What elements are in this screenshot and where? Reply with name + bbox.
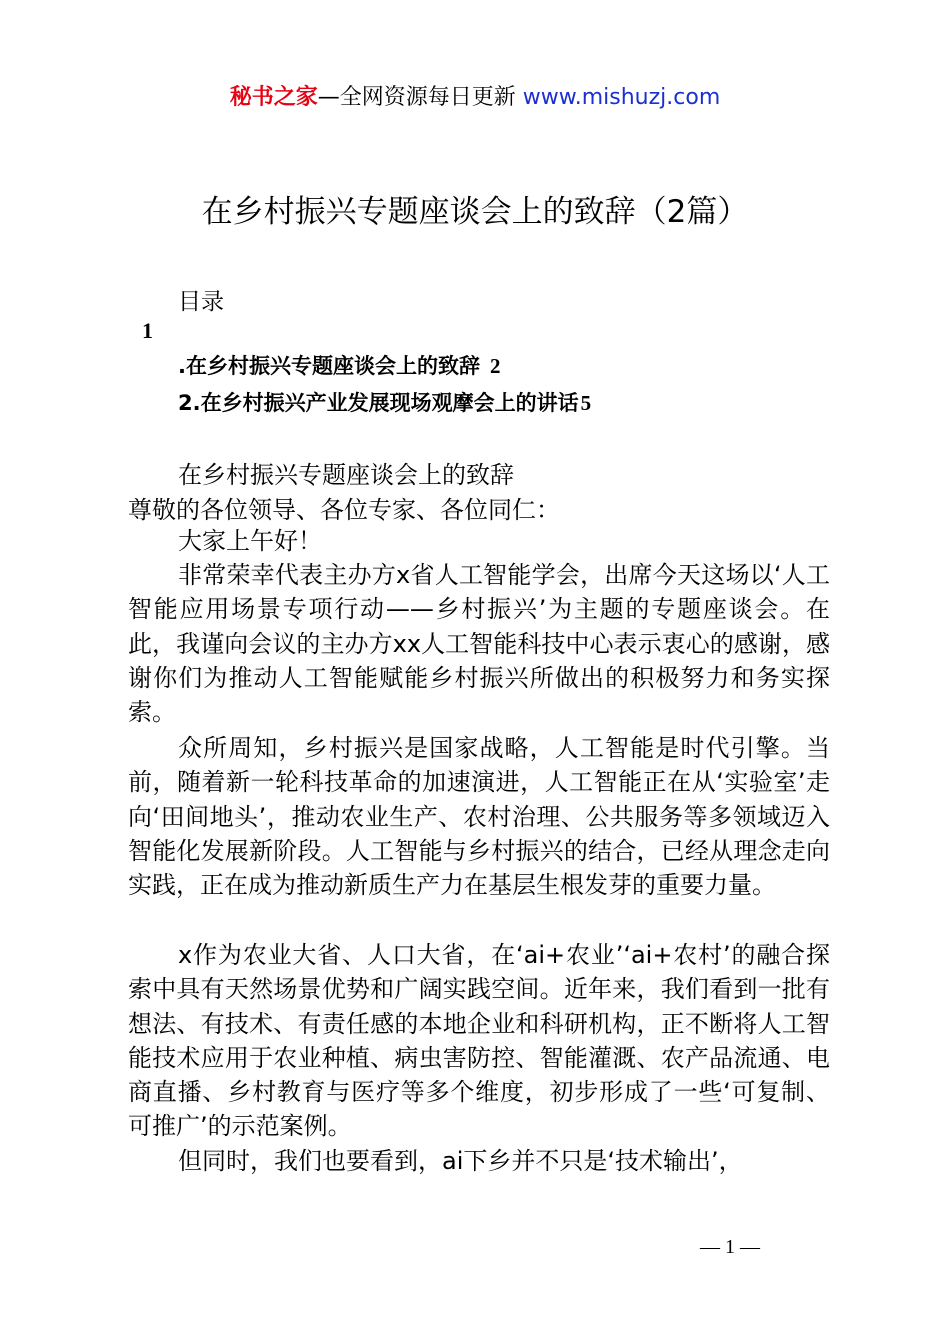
brand-name: 秘书之家 — [229, 85, 318, 110]
toc-item-page: 2 — [489, 354, 501, 378]
document-title: 在乡村振兴专题座谈会上的致辞（2篇） — [201, 194, 749, 230]
toc-first-number: 1 — [142, 318, 153, 343]
salutation: 尊敬的各位领导、各位专家、各位同仁： — [128, 496, 560, 524]
body-paragraph: 众所周知，乡村振兴是国家战略，人工智能是时代引擎。当前，随着新一轮科技革命的加速演进，人工智能正在从‘实验室’走向‘田间地头’，推动农业生产、农村治理、公共服务等多领域迈入智能化发展新阶段。人工智能与乡村振兴的结合，已经从理念走向实践，正在成为推动新质生产力在基层生根发芽的重要力量。 — [128, 734, 830, 900]
body-paragraph: 非常荣幸代表主办方x省人工智能学会，出席今天这场以‘人工智能应用场景专项行动——乡村振兴’为主题的专题座谈会。在此，我谨向会议的主办方xx人工智能科技中心表示衷心的感谢，感谢你们为推动人工智能赋能乡村振兴所做出的积极努力和务实探索。 — [128, 561, 830, 727]
toc-item[interactable] — [178, 387, 591, 417]
site-url-link[interactable]: www.mishuzj.com — [522, 85, 721, 110]
article-title: 在乡村振兴专题座谈会上的致辞 — [178, 461, 514, 489]
page-number: — 1 — — [700, 1236, 760, 1258]
toc-heading: 目录 — [178, 289, 224, 315]
header-tagline: —全网资源每日更新 — [317, 85, 516, 110]
greeting: 大家上午好！ — [178, 527, 322, 555]
site-header-banner — [0, 80, 950, 111]
toc-item[interactable] — [178, 350, 500, 380]
body-paragraph: 但同时，我们也要看到，ai下乡并不只是‘技术输出’， — [178, 1147, 743, 1175]
toc-item-page: 5 — [580, 391, 592, 415]
toc-item-label: 2.在乡村振兴产业发展现场观摩会上的讲话 — [178, 391, 579, 415]
body-paragraph: x作为农业大省、人口大省，在‘ai+农业’‘ai+农村’的融合探索中具有天然场景优势和广阔实践空间。近年来，我们看到一批有想法、有技术、有责任感的本地企业和科研机构，正不断将人工智能技术应用于农业种植、病虫害防控、智能灌溉、农产品流通、电商直播、乡村教育与医疗等多个维度，初步形成了一些‘可复制、可推广’的示范案例。 — [128, 941, 830, 1141]
toc-item-label: .在乡村振兴专题座谈会上的致辞 — [178, 354, 480, 378]
